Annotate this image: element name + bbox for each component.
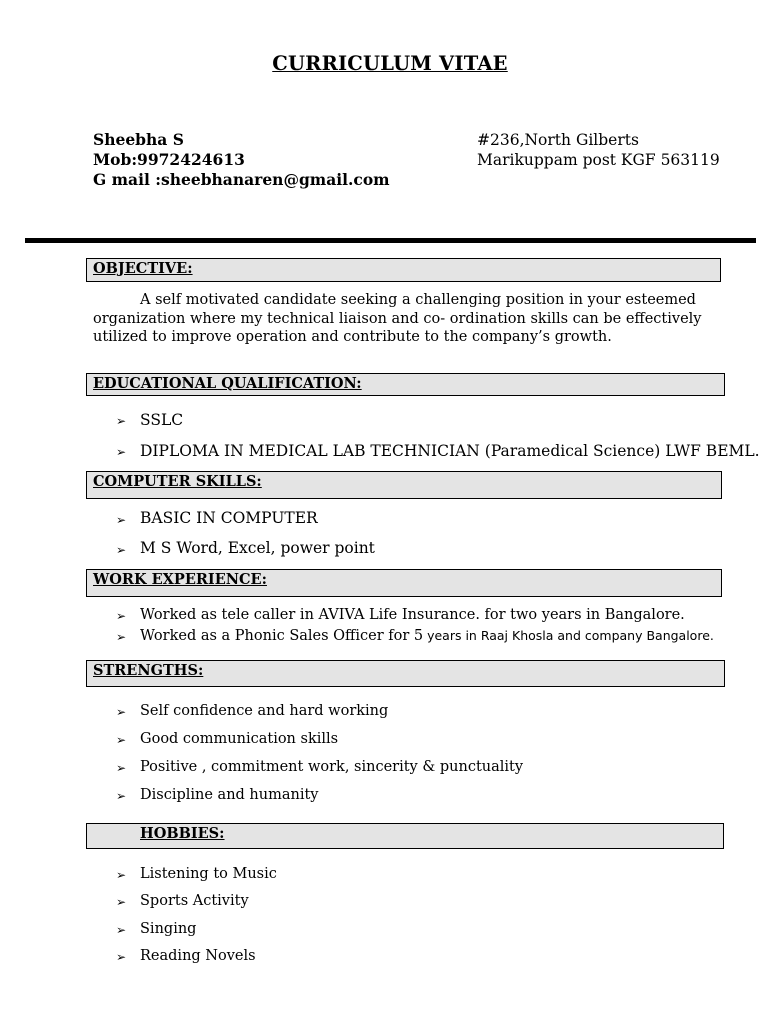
strengths-heading: STRENGTHS: [93,662,204,679]
arrowhead-bullet-icon: ➢ [116,761,127,775]
header-divider [25,238,756,243]
computer-skills-item-basic: BASIC IN COMPUTER [140,509,318,527]
arrowhead-bullet-icon: ➢ [116,445,127,459]
contact-email: G mail :sheebhanaren@gmail.com [93,170,390,189]
hobbies-item: Reading Novels [140,948,256,964]
arrowhead-bullet-icon: ➢ [116,923,127,937]
arrowhead-bullet-icon: ➢ [116,733,127,747]
hobbies-item: Sports Activity [140,893,249,909]
hobbies-heading: HOBBIES: [140,825,225,842]
objective-heading: OBJECTIVE: [93,260,193,277]
education-item-sslc: SSLC [140,411,184,429]
education-heading: EDUCATIONAL QUALIFICATION: [93,375,362,392]
contact-name: Sheebha S [93,130,184,149]
arrowhead-bullet-icon: ➢ [116,609,127,623]
page-title: CURRICULUM VITAE [272,52,508,75]
objective-text-line-3: utilized to improve operation and contribute to the company’s growth. [93,329,612,345]
arrowhead-bullet-icon: ➢ [116,868,127,882]
strengths-item: Self confidence and hard working [140,703,389,719]
work-experience-item-tail: years in Raaj Khosla and company Bangalore. [423,628,714,643]
strengths-item: Discipline and humanity [140,787,319,803]
arrowhead-bullet-icon: ➢ [116,513,127,527]
arrowhead-bullet-icon: ➢ [116,543,127,557]
arrowhead-bullet-icon: ➢ [116,789,127,803]
address-line-1: #236,North Gilberts [477,131,639,149]
objective-text-line-1: A self motivated candidate seeking a challenging position in your esteemed [140,292,696,308]
hobbies-item: Singing [140,921,197,937]
arrowhead-bullet-icon: ➢ [116,414,127,428]
strengths-item: Good communication skills [140,731,339,747]
work-experience-item-aviva: Worked as tele caller in AVIVA Life Insurance. for two years in Bangalore. [140,607,685,623]
hobbies-item: Listening to Music [140,866,277,882]
work-experience-heading: WORK EXPERIENCE: [93,571,267,588]
work-experience-item-main: Worked as a Phonic Sales Officer for 5 [140,628,424,644]
education-item-diploma: DIPLOMA IN MEDICAL LAB TECHNICIAN (Paramedical Science) LWF BEML. [140,442,760,460]
computer-skills-item-office: M S Word, Excel, power point [140,539,375,557]
strengths-item: Positive , commitment work, sincerity & punctuality [140,759,524,775]
objective-text-line-2: organization where my technical liaison and co- ordination skills can be effectively [93,311,702,327]
arrowhead-bullet-icon: ➢ [116,630,127,644]
contact-mobile: Mob:9972424613 [93,150,245,169]
address-line-2: Marikuppam post KGF 563119 [477,151,720,169]
work-experience-item-raaj-khosla [140,628,714,644]
computer-skills-heading: COMPUTER SKILLS: [93,473,262,490]
arrowhead-bullet-icon: ➢ [116,705,127,719]
arrowhead-bullet-icon: ➢ [116,895,127,909]
arrowhead-bullet-icon: ➢ [116,950,127,964]
